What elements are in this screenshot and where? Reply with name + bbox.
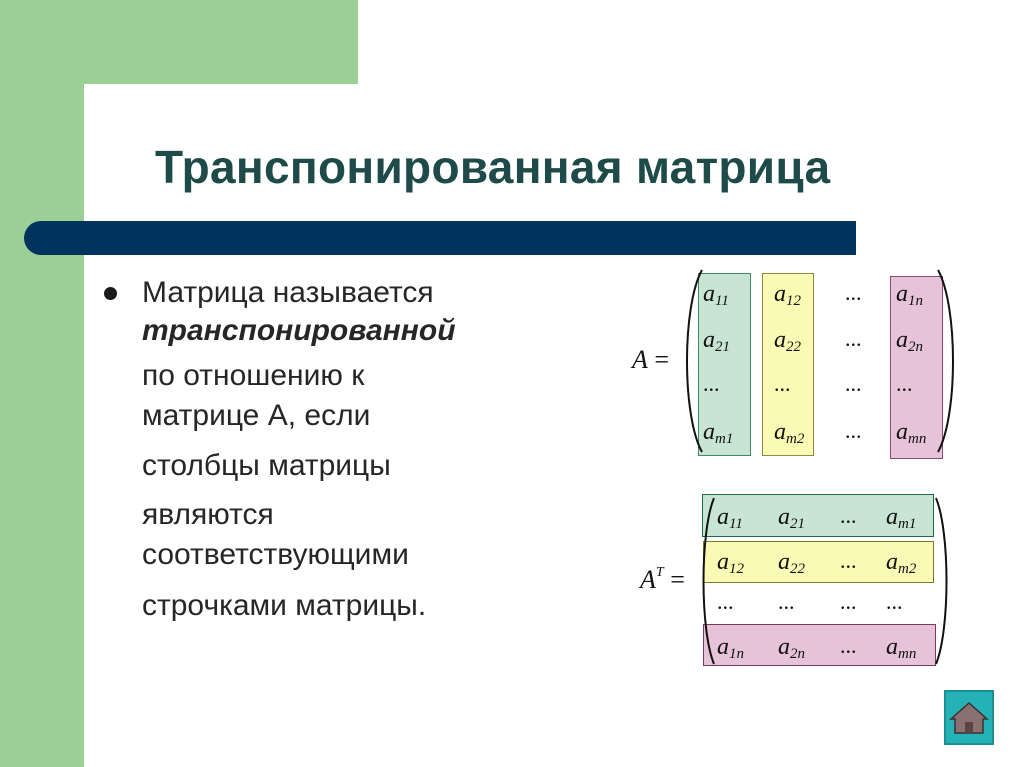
- background-green-strip: [0, 0, 84, 767]
- matrix-a-ellipsis: ...: [774, 371, 791, 396]
- bullet-line: матрице А, если: [142, 399, 371, 432]
- matrix-a-element: $a_{m1}$: [703, 419, 734, 447]
- matrix-at-label: $A^T$ =: [640, 565, 685, 594]
- bullet-line-emphasis: транспонированной: [142, 314, 456, 347]
- matrix-at-element: $a_{11}$: [717, 504, 743, 532]
- slide-title: Транспонированная матрица: [155, 141, 831, 193]
- matrix-at-element: $a_{2n}$: [778, 634, 805, 662]
- title-divider-bar: [24, 221, 856, 255]
- matrix-a-element: $a_{12}$: [774, 281, 801, 309]
- matrix-a-element: $a_{21}$: [703, 327, 730, 355]
- matrix-a-element: $a_{m2}$: [774, 419, 805, 447]
- bullet-line: являются: [142, 498, 274, 531]
- matrix-at-element: $a_{mn}$: [886, 634, 917, 662]
- matrix-a-element: $a_{2n}$: [896, 327, 923, 355]
- matrix-at-ellipsis: ...: [840, 503, 857, 528]
- matrix-a-label: A =: [632, 345, 670, 374]
- matrix-at-element: $a_{22}$: [778, 549, 805, 577]
- bullet-line: по отношению к: [142, 359, 365, 392]
- bullet-line: Матрица называется: [142, 276, 434, 309]
- matrix-at-ellipsis: ...: [840, 548, 857, 573]
- bullet-line: столбцы матрицы: [142, 449, 391, 482]
- matrix-a-ellipsis: ...: [703, 371, 720, 396]
- matrix-a-element: $a_{1n}$: [896, 281, 923, 309]
- bullet-line: соответствующими: [142, 538, 409, 571]
- matrix-a-element: $a_{mn}$: [896, 419, 927, 447]
- bullet-dot: [104, 287, 117, 300]
- matrix-at-element: $a_{m1}$: [886, 504, 917, 532]
- matrix-at-element: $a_{1n}$: [717, 634, 744, 662]
- matrix-at-ellipsis: ...: [886, 589, 903, 614]
- matrix-a-element: $a_{11}$: [703, 281, 729, 309]
- matrix-a-ellipsis: ...: [896, 371, 913, 396]
- background-green-top: [0, 0, 358, 84]
- matrix-a-ellipsis: ...: [845, 371, 862, 396]
- bullet-line: строчками матрицы.: [142, 589, 427, 622]
- matrix-at-element: $a_{12}$: [717, 549, 744, 577]
- home-button[interactable]: [944, 690, 994, 745]
- matrix-a-element: $a_{22}$: [774, 327, 801, 355]
- home-icon: [946, 692, 992, 743]
- matrix-at-ellipsis: ...: [778, 589, 795, 614]
- matrix-a-ellipsis: ...: [845, 280, 862, 305]
- matrix-at-element: $a_{21}$: [778, 504, 805, 532]
- matrix-a-ellipsis: ...: [845, 326, 862, 351]
- matrix-a-ellipsis: ...: [845, 418, 862, 443]
- matrix-at-ellipsis: ...: [840, 633, 857, 658]
- matrix-at-element: $a_{m2}$: [886, 549, 917, 577]
- matrix-at-ellipsis: ...: [840, 589, 857, 614]
- matrix-at-ellipsis: ...: [717, 589, 734, 614]
